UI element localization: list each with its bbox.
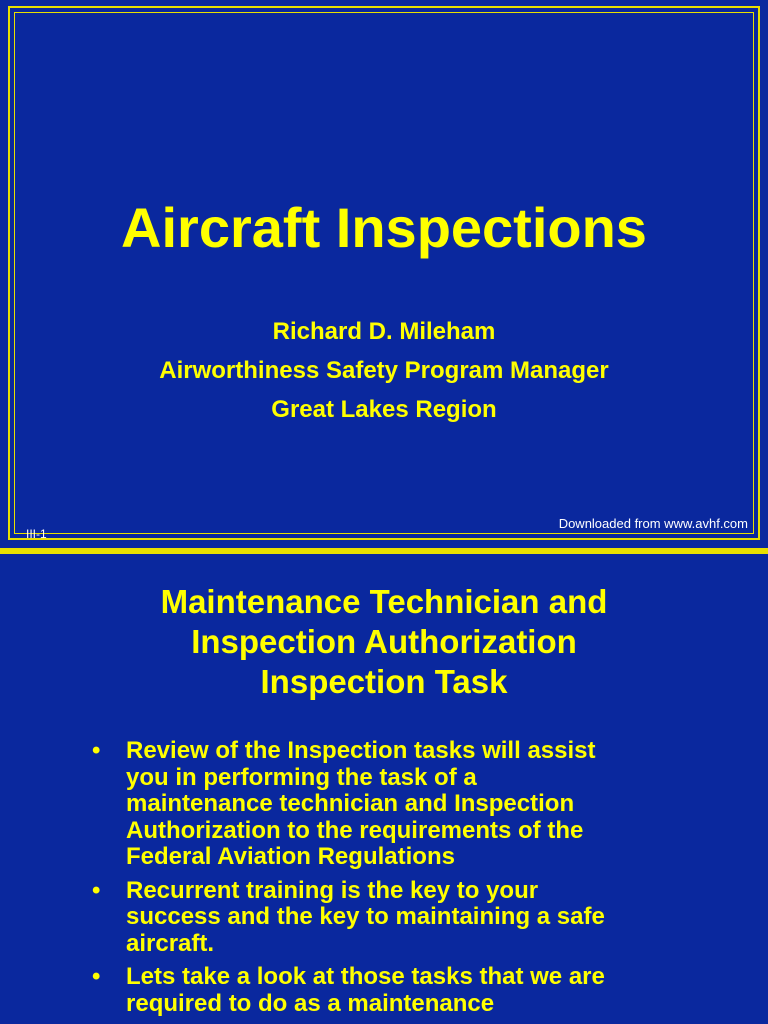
- bullet-line: success and the key to maintaining a safe: [126, 903, 605, 930]
- title-line: Maintenance Technician and: [160, 583, 608, 620]
- bullet-dot-icon: •: [92, 963, 101, 990]
- author-block: [0, 312, 768, 429]
- bullet-dot-icon: •: [92, 876, 101, 904]
- bullet-dot-icon: •: [92, 737, 101, 764]
- bullet-line: Recurrent training is the key to your: [126, 876, 539, 904]
- bullet-item: [92, 738, 712, 871]
- bullet-line: required to do as a maintenance: [126, 989, 495, 1017]
- bullet-line: Review of the Inspection tasks will assist: [126, 737, 596, 764]
- author-name: Richard D. Mileham: [272, 318, 496, 345]
- bullet-line: Federal Aviation Regulations: [126, 843, 455, 870]
- slide-border: [8, 6, 760, 540]
- bullet-item: [92, 964, 712, 1017]
- author-region: Great Lakes Region: [271, 396, 497, 423]
- bullet-line: aircraft.: [126, 929, 215, 957]
- slide-title: Aircraft Inspections: [121, 196, 647, 259]
- source-credit: Downloaded from www.avhf.com: [558, 516, 748, 531]
- slide-inner-border: [14, 12, 754, 534]
- content-slide-title: [0, 582, 768, 702]
- bullet-item: [92, 878, 712, 958]
- bullet-line: maintenance technician and Inspection: [126, 790, 575, 817]
- author-position: Airworthiness Safety Program Manager: [159, 357, 609, 384]
- bullet-list: [92, 738, 712, 1024]
- slide-number: III-1: [26, 527, 47, 541]
- bullet-line: Authorization to the requirements of the: [126, 816, 584, 844]
- title-line: Inspection Authorization: [191, 623, 577, 660]
- content-slide: [0, 554, 768, 1024]
- bullet-line: you in performing the task of a: [126, 763, 477, 791]
- title-line: Inspection Task: [260, 663, 508, 700]
- bullet-line: Lets take a look at those tasks that we are: [126, 963, 605, 990]
